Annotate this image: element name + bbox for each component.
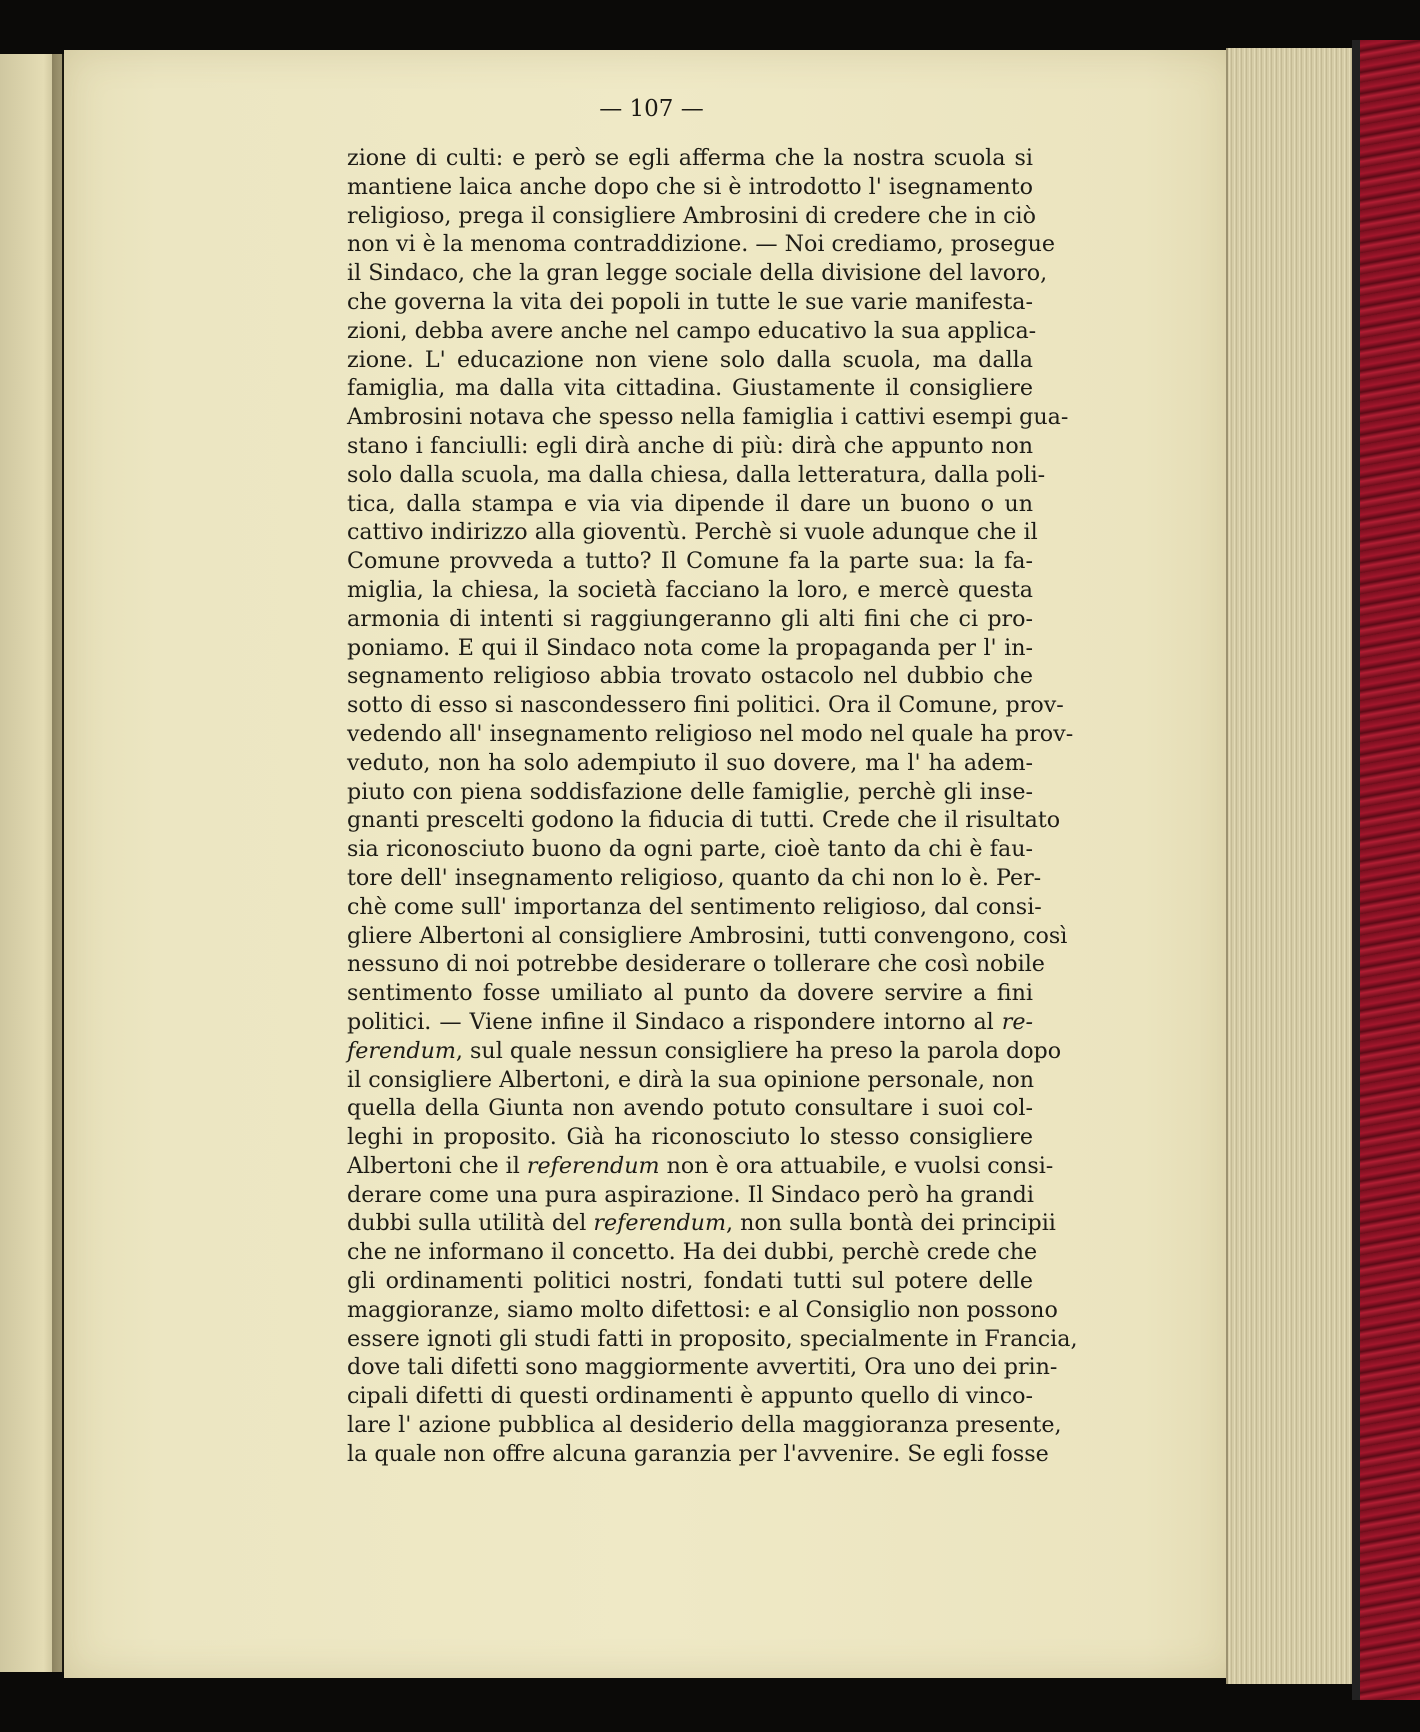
text-line: maggioranze, siamo molto difettosi: e al Consiglio non possono [347, 1296, 1058, 1323]
text-line: solo dalla scuola, ma dalla chiesa, dalla letteratura, dalla poli- [347, 461, 1046, 488]
text-line: gliere Albertoni al consigliere Ambrosini, tutti convengono, così [347, 922, 1068, 949]
text-line: ferendum, sul quale nessun consigliere ha preso la parola dopo [347, 1037, 1062, 1064]
text-line: miglia, la chiesa, la società facciano la loro, e mercè questa [347, 576, 1033, 603]
text-line: gli ordinamenti politici nostri, fondati tutti sul potere delle [347, 1268, 1033, 1295]
text-line: sentimento fosse umiliato al punto da dovere servire a fini [347, 980, 1033, 1007]
text-line: tore dell' insegnamento religioso, quanto da chi non lo è. Per- [347, 864, 1042, 891]
text-line: gnanti prescelti godono la fiducia di tutti. Crede che il risultato [347, 807, 1061, 834]
text-line: il Sindaco, che la gran legge sociale della divisione del lavoro, [347, 260, 1048, 287]
text-line: quella della Giunta non avendo potuto consultare i suoi col- [347, 1095, 1033, 1122]
text-line: politici. — Viene infine il Sindaco a rispondere intorno al re- [347, 1008, 1033, 1035]
text-line: non vi è la menoma contraddizione. — Noi crediamo, prosegue [347, 231, 1056, 258]
text-line: Ambrosini notava che spesso nella famiglia i cattivi esempi gua- [347, 404, 1069, 431]
text-line: armonia di intenti si raggiungeranno gli alti fini che ci pro- [347, 605, 1033, 632]
book-cover-marbled [1360, 40, 1420, 1700]
text-line: zione. L' educazione non viene solo dalla scuola, ma dalla [347, 346, 1033, 373]
text-line: dubbi sulla utilità del referendum, non sulla bontà dei principii [347, 1210, 1056, 1237]
text-line: chè come sull' importanza del sentimento religioso, dal consi- [347, 893, 1042, 920]
page-edges [1226, 48, 1364, 1684]
text-line: che ne informano il concetto. Ha dei dubbi, perchè crede che [347, 1239, 1038, 1266]
text-line: lare l' azione pubblica al desiderio della maggioranza presente, [347, 1412, 1062, 1439]
text-line: vedendo all' insegnamento religioso nel modo nel quale ha prov- [347, 720, 1074, 747]
text-line: tica, dalla stampa e via via dipende il dare un buono o un [347, 490, 1033, 517]
text-line: leghi in proposito. Già ha riconosciuto lo stesso consigliere [347, 1124, 1033, 1151]
body-text [347, 144, 1078, 1469]
text-line: derare come una pura aspirazione. Il Sindaco però ha grandi [347, 1181, 1034, 1208]
text-line: poniamo. E qui il Sindaco nota come la propaganda per l' in- [347, 634, 1033, 661]
text-line: segnamento religioso abbia trovato ostacolo nel dubbio che [347, 663, 1033, 690]
text-line: Albertoni che il referendum non è ora attuabile, e vuolsi consi- [347, 1152, 1054, 1179]
text-line: veduto, non ha solo adempiuto il suo dovere, ma l' ha adem- [347, 749, 1033, 776]
page-number: — 107 — [599, 96, 704, 122]
text-line: religioso, prega il consigliere Ambrosini di credere che in ciò [347, 202, 1036, 229]
text-line: la quale non offre alcuna garanzia per l'avvenire. Se egli fosse [347, 1440, 1049, 1467]
text-line: sotto di esso si nascondessero fini politici. Ora il Comune, prov- [347, 692, 1064, 719]
text-line: nessuno di noi potrebbe desiderare o tollerare che così nobile [347, 951, 1045, 978]
text-line: essere ignoti gli studi fatti in proposito, specialmente in Francia, [347, 1325, 1078, 1352]
text-line: il consigliere Albertoni, e dirà la sua opinione personale, non [347, 1066, 1034, 1093]
text-line: che governa la vita dei popoli in tutte le sue varie manifesta- [347, 288, 1033, 315]
text-line: dove tali difetti sono maggiormente avvertiti, Ora uno dei prin- [347, 1354, 1058, 1381]
text-line: Comune provveda a tutto? Il Comune fa la parte sua: la fa- [347, 548, 1033, 575]
text-line: zioni, debba avere anche nel campo educativo la sua applica- [347, 317, 1037, 344]
text-line: sia riconosciuto buono da ogni parte, cioè tanto da chi è fau- [347, 836, 1033, 863]
text-line: piuto con piena soddisfazione delle famiglie, perchè gli inse- [347, 778, 1033, 805]
text-line: cattivo indirizzo alla gioventù. Perchè si vuole adunque che il [347, 519, 1038, 546]
text-line: mantiene laica anche dopo che si è introdotto l' isegnamento [347, 173, 1033, 200]
text-line: famiglia, ma dalla vita cittadina. Giustamente il consigliere [347, 375, 1033, 402]
text-line: cipali difetti di questi ordinamenti è appunto quello di vinco- [347, 1383, 1033, 1410]
text-line: zione di culti: e però se egli afferma che la nostra scuola si [347, 145, 1033, 171]
text-line: stano i fanciulli: egli dirà anche di più: dirà che appunto non [347, 432, 1033, 459]
